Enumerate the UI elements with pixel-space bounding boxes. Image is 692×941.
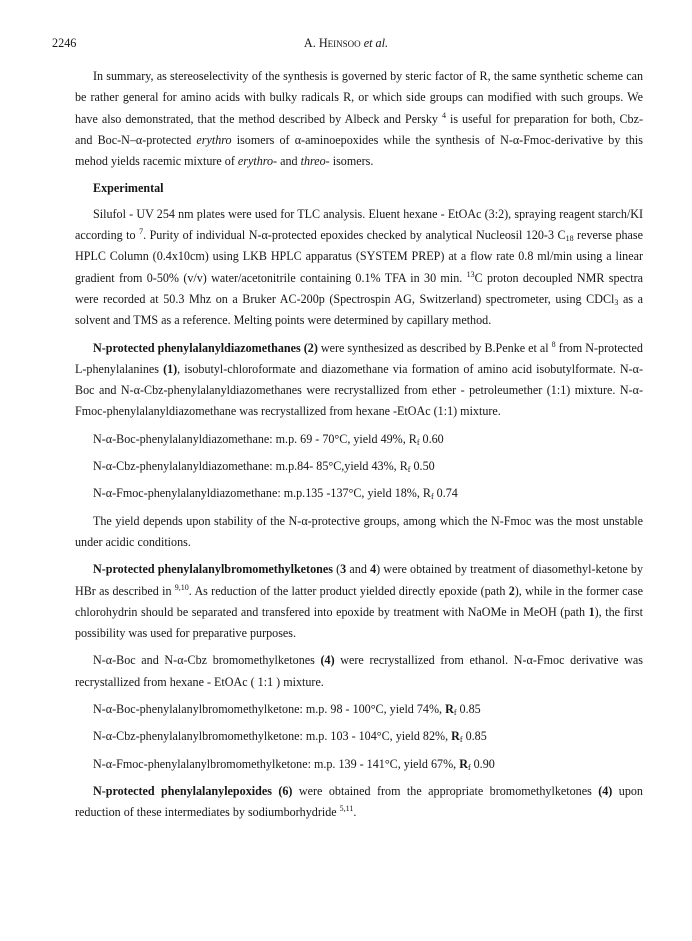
compound-1-label: (1) — [163, 361, 178, 376]
compound-4-label: 4 — [370, 562, 377, 577]
rf-subscript: f — [407, 465, 411, 475]
rf-value: 0.50 — [410, 459, 435, 474]
citation-9-10: 9,10 — [174, 582, 189, 592]
bromo-data-text: N-α-Cbz-phenylalanylbromomethylketone: m.p. 103 - 104°C, yield 82%, — [93, 729, 452, 744]
running-author-surname: Heinsoo — [318, 36, 361, 50]
diazo-data-line — [75, 456, 643, 477]
diazo-data-text: N-α-Boc-phenylalanyldiazomethane: m.p. 69 - 70°C, yield 49%, R — [93, 431, 417, 446]
experimental-text-3: reverse phase HPLC Column (0.4x10cm) using LKB HPLC apparatus (SYSTEM PREP) at a flow rate 0.8 ml/min using a linear gradient from 0-50% (v/v) water/acetonitrile containing 0.1% TFA in 30 min. — [75, 228, 643, 285]
bromo-text-2: . As reduction of the latter product yielded directly epoxide (path — [188, 583, 509, 598]
running-head — [0, 36, 692, 51]
diazo-data-text: N-α-Fmoc-phenylalanyldiazomethane: m.p.135 -137°C, yield 18%, R — [93, 486, 431, 501]
diazo-data-line — [75, 429, 643, 450]
bromo-and: and — [346, 562, 371, 577]
citation-8: 8 — [551, 339, 556, 349]
section-heading-experimental: Experimental — [93, 181, 164, 196]
rf-value: 0.90 — [470, 756, 495, 771]
rf-subscript: f — [467, 762, 471, 772]
rf-subscript: f — [416, 437, 420, 447]
c18-subscript: 18 — [565, 234, 574, 244]
diazo-text-2: from N-protected L-phenylalanines — [75, 340, 643, 376]
diazo-data-line — [75, 483, 643, 504]
page-header — [0, 36, 692, 52]
bromo-data-line — [75, 726, 643, 747]
bromo-data-line — [75, 699, 643, 720]
citation-4: 4 — [441, 110, 446, 120]
bromomethylketones-paragraph: N-protected phenylalanylbromomethylketones (3 and 4) were obtained by treatment of diasomethyl-ketone by HBr as described in $^{9,10}$. As reduction of the latter product yielded directly epoxide (path 2), while in the former case chlorohydrin should be separated and transfered into epoxide by treatment with NaOMe in MeOH (path 1), the first possibility was used for preparative purposes. — [75, 562, 643, 641]
experimental-text-5: as a solvent and TMS as a reference. Melting points were determined by capillary method. — [75, 291, 643, 328]
epoxides-paragraph — [75, 781, 643, 824]
epox-text-3: . — [353, 805, 357, 820]
running-author-initial: A. — [303, 36, 319, 50]
bromomethylketones-term: N-protected phenylalanylbromomethylketones — [93, 562, 333, 577]
diazo-text-3: , isobutyl-chloroformate and diazomethane via formation of amino acid isobutylformate. N-α-Boc and N-α-Cbz-phenylalanyldiazomethanes were recrystallized from ether - petroleumether (1:1) mixture. N-α-Fmoc-phenylalanyldiazomethane was recrystallized from hexane -EtOAc (1:1) mixture. — [75, 361, 643, 419]
epox-text-1: were obtained from the appropriate bromomethylketones — [292, 783, 599, 798]
recryst-text-1: N-α-Boc and N-α-Cbz bromomethylketones — [93, 653, 321, 668]
rf-subscript: f — [453, 708, 457, 718]
bromo-text-3: ), while in the former case chlorohydrin should be separated and transfered into epoxide by treatment with NaOMe in MeOH (path — [75, 583, 643, 619]
citation-7: 7 — [139, 227, 144, 237]
running-etal: et al. — [360, 36, 389, 50]
summary-threo: threo- — [300, 154, 330, 169]
summary-text-5: isomers. — [329, 154, 374, 169]
citation-5-11: 5,11 — [339, 804, 354, 814]
summary-text-1: In summary, as stereoselectivity of the synthesis is governed by steric factor of R, the same synthetic scheme can be rather general for amino acids with bulky radicals R, or which side groups can modified with such groups. We have also demonstrated, that the method described by Albeck and Persky — [75, 69, 643, 126]
experimental-text-1: Silufol - UV 254 nm plates were used for TLC analysis. Eluent hexane - EtOAc (3:2), spraying reagent starch/KI according to — [75, 206, 643, 243]
article-body — [75, 66, 643, 830]
rf-value: 0.60 — [419, 431, 444, 446]
rf-label: R — [451, 729, 460, 744]
diazo-data-text: N-α-Cbz-phenylalanyldiazomethane: m.p.84- 85°C,yield 43%, R — [93, 459, 408, 474]
summary-paragraph — [75, 66, 643, 172]
compound-3-label: 3 — [340, 562, 347, 577]
recrystallization-paragraph — [75, 650, 643, 693]
summary-erythro: erythro — [196, 132, 232, 147]
rf-label: R — [459, 756, 468, 771]
compound-2-label: (2) — [303, 340, 318, 355]
compound-6-label: (6) — [278, 783, 293, 798]
bromo-data-line — [75, 754, 643, 775]
summary-text-2: is useful for preparation for both, Cbz- and Boc-N–α-protected — [75, 111, 644, 147]
experimental-paragraph — [75, 204, 643, 332]
summary-text-3: isomers of α-aminoepoxides while the synthesis of N-α-Fmoc-derivative by this mehod yields racemic mixture of — [75, 132, 643, 169]
experimental-text-4: C proton decoupled NMR spectra were recorded at 50.3 Mhz on a Bruker AC-200p (Spectrospin AG, Switzerland) spectrometer, using CDCl — [75, 270, 643, 306]
recryst-text-2: were recrystallized from ethanol. N-α-Fmoc derivative was recrystallized from hexane - EtOAc ( 1:1 ) mixture. — [75, 653, 643, 689]
page-number: 2246 — [52, 36, 77, 50]
rf-label: R — [445, 702, 454, 717]
summary-text-4: and — [277, 154, 301, 169]
path-2-label: 2 — [508, 583, 515, 598]
epoxides-term: N-protected phenylalanylepoxides — [93, 783, 272, 798]
compound-4-ref-2: (4) — [598, 783, 613, 798]
bromo-text-4: ), the first possibility was used for preparative purposes. — [75, 604, 643, 641]
compound-4-ref: (4) — [320, 653, 335, 668]
rf-value: 0.74 — [433, 486, 458, 501]
bromo-data-text: N-α-Fmoc-phenylalanylbromomethylketone: m.p. 139 - 141°C, yield 67%, — [93, 756, 460, 771]
diazo-text-1: were synthesized as described by B.Penke et al — [317, 340, 552, 355]
diazomethanes-paragraph — [75, 338, 643, 423]
epox-text-2: upon reduction of these intermediates by sodiumborhydride — [75, 783, 643, 820]
cdcl3-subscript: 3 — [614, 297, 619, 307]
bromo-text-1: ) were obtained by treatment of diasomethyl-ketone by HBr as described in — [75, 562, 643, 598]
diazomethanes-term: N-protected phenylalanyldiazomethanes — [93, 340, 301, 355]
c13-superscript: 13 — [466, 269, 475, 279]
bromo-data-text: N-α-Boc-phenylalanylbromomethylketone: m.p. 98 - 100°C, yield 74%, — [93, 702, 446, 717]
rf-value: 0.85 — [456, 702, 481, 717]
summary-erythro-2: erythro- — [237, 154, 278, 169]
path-1-label: 1 — [588, 604, 595, 619]
rf-subscript: f — [459, 735, 463, 745]
experimental-text-2: . Purity of individual N-α-protected epoxides checked by analytical Nucleosil 120-3 C — [143, 228, 566, 243]
rf-subscript: f — [430, 492, 434, 502]
yield-note-paragraph: The yield depends upon stability of the N-α-protective groups, among which the N-Fmoc was the most unstable under acidic conditions. — [75, 513, 643, 549]
rf-value: 0.85 — [462, 729, 487, 744]
